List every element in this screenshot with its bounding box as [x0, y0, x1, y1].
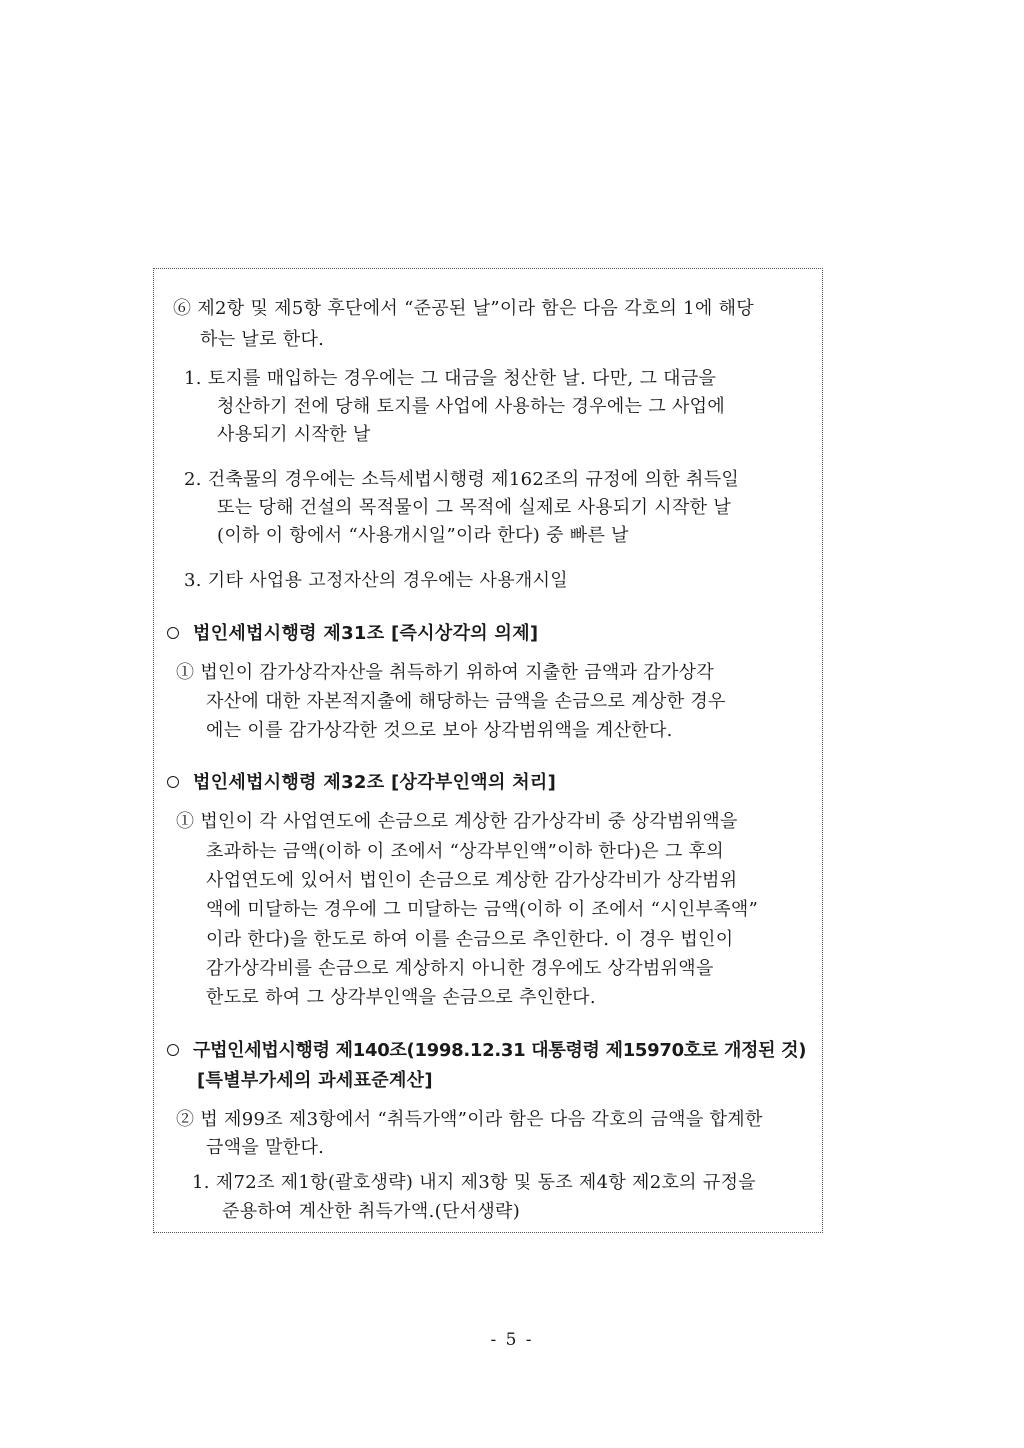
page-number: - 5 -	[490, 1330, 534, 1350]
section-32-line-5: 이라 한다)을 한도로 하여 이를 손금으로 추인한다. 이 경우 법인이	[206, 929, 734, 950]
section-140-title-line-1: 구법인세법시행령 제140조(1998.12.31 대통령령 제15970호로 개정된 것)	[193, 1040, 807, 1061]
item-2-line-2: 또는 당해 건설의 목적물이 그 목적에 실제로 사용되기 시작한 날	[217, 497, 732, 518]
item-1-line-2: 청산하기 전에 당해 토지를 사업에 사용하는 경우에는 그 사업에	[217, 396, 726, 417]
section-140-heading	[167, 1040, 806, 1062]
quoted-provisions-box	[153, 268, 823, 1233]
section-31-line-1: ① 법인이 감가상각자산을 취득하기 위하여 지출한 금액과 감가상각	[176, 662, 715, 683]
section-32-line-7: 한도로 하여 그 상각부인액을 손금으로 추인한다.	[206, 987, 596, 1008]
para-6-line-1: ⑥ 제2항 및 제5항 후단에서 “준공된 날”이라 함은 다음 각호의 1에 해당	[173, 298, 754, 319]
item-2-line-3: (이하 이 항에서 “사용개시일”이라 한다) 중 빠른 날	[217, 525, 629, 546]
section-140-line-2: 금액을 말한다.	[206, 1137, 325, 1158]
item-3-line-1: 3. 기타 사업용 고정자산의 경우에는 사용개시일	[184, 570, 568, 591]
circle-bullet-icon	[167, 627, 179, 639]
section-31-title: 법인세법시행령 제31조 [즉시상각의 의제]	[193, 623, 539, 644]
section-32-line-4: 액에 미달하는 경우에 그 미달하는 금액(이하 이 조에서 “시인부족액”	[206, 899, 759, 920]
section-140-title-line-2: [특별부가세의 과세표준계산]	[197, 1070, 433, 1091]
section-140-item-1-line-1: 1. 제72조 제1항(괄호생략) 내지 제3항 및 동조 제4항 제2호의 규정을	[192, 1172, 756, 1193]
section-32-heading	[167, 772, 556, 794]
item-2-line-1: 2. 건축물의 경우에는 소득세법시행령 제162조의 규정에 의한 취득일	[184, 469, 740, 490]
circle-bullet-icon	[167, 776, 179, 788]
item-1-line-1: 1. 토지를 매입하는 경우에는 그 대금을 청산한 날. 다만, 그 대금을	[184, 368, 717, 389]
section-31-line-2: 자산에 대한 자본적지출에 해당하는 금액을 손금으로 계상한 경우	[206, 691, 726, 712]
circle-bullet-icon	[167, 1044, 179, 1056]
para-6-line-2: 하는 날로 한다.	[200, 329, 325, 350]
section-140-line-1: ② 법 제99조 제3항에서 “취득가액”이라 함은 다음 각호의 금액을 합계한	[176, 1109, 763, 1130]
section-32-line-3: 사업연도에 있어서 법인이 손금으로 계상한 감가상각비가 상각범위	[206, 870, 738, 891]
section-32-line-1: ① 법인이 각 사업연도에 손금으로 계상한 감가상각비 중 상각범위액을	[176, 811, 738, 832]
section-31-heading	[167, 623, 538, 645]
section-32-title: 법인세법시행령 제32조 [상각부인액의 처리]	[193, 772, 557, 793]
section-32-line-6: 감가상각비를 손금으로 계상하지 아니한 경우에도 상각범위액을	[206, 958, 714, 979]
section-31-line-3: 에는 이를 감가상각한 것으로 보아 상각범위액을 계산한다.	[206, 720, 673, 741]
section-140-item-1-line-2: 준용하여 계산한 취득가액.(단서생략)	[222, 1201, 521, 1222]
item-1-line-3: 사용되기 시작한 날	[217, 424, 371, 445]
section-32-line-2: 초과하는 금액(이하 이 조에서 “상각부인액”이하 한다)은 그 후의	[206, 841, 724, 862]
